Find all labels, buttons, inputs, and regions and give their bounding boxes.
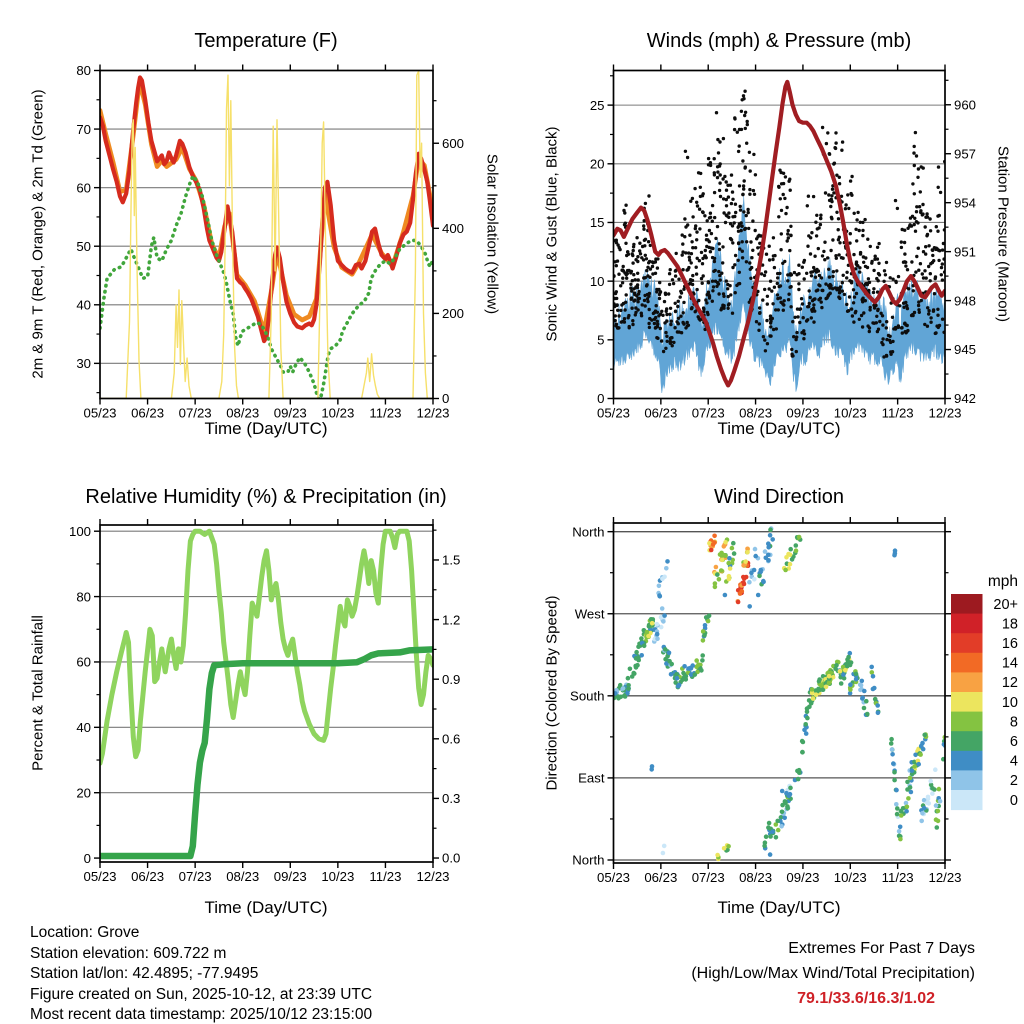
svg-text:200: 200 [442,306,465,322]
svg-text:10: 10 [589,273,605,289]
station-info-block [30,923,372,1024]
station-latlon: Station lat/lon: 42.4895; -77.9495 [30,965,259,983]
svg-text:10/23: 10/23 [321,405,355,421]
svg-text:12/23: 12/23 [928,405,962,421]
direction-ylabel: Direction (Colored By Speed) [543,595,561,791]
svg-text:400: 400 [442,221,465,237]
svg-text:951: 951 [954,244,977,260]
svg-text:0.0: 0.0 [442,850,461,866]
svg-text:4: 4 [1009,753,1018,770]
svg-text:20: 20 [589,156,605,172]
svg-text:11/23: 11/23 [881,870,914,885]
svg-text:20: 20 [76,785,91,801]
svg-text:06/23: 06/23 [644,870,678,885]
svg-text:20+: 20+ [993,596,1018,613]
svg-text:10/23: 10/23 [321,869,355,884]
svg-text:954: 954 [954,195,977,211]
svg-text:10/23: 10/23 [833,405,867,421]
extremes-title: Extremes For Past 7 Days [788,940,975,957]
svg-text:0: 0 [442,391,450,407]
svg-text:40: 40 [76,297,91,313]
svg-text:60: 60 [76,180,91,196]
latest-timestamp: Most recent data timestamp: 2025/10/12 23:15:00 [30,1006,373,1024]
svg-text:14: 14 [1001,655,1018,672]
svg-text:945: 945 [954,342,977,358]
svg-text:0: 0 [83,850,91,866]
svg-text:South: South [570,688,605,704]
svg-text:11/23: 11/23 [369,869,402,884]
svg-text:2: 2 [1009,773,1018,790]
svg-text:08/23: 08/23 [739,405,773,421]
svg-text:07/23: 07/23 [178,869,212,884]
svg-text:18: 18 [1001,616,1018,633]
svg-text:15: 15 [589,215,605,231]
svg-text:09/23: 09/23 [273,405,307,421]
svg-text:960: 960 [954,97,977,113]
solar-ylabel: Solar Insolation (Yellow) [483,153,501,315]
svg-text:07/23: 07/23 [178,405,212,421]
svg-text:50: 50 [76,238,91,254]
svg-text:1.5: 1.5 [442,552,461,568]
svg-text:1.2: 1.2 [442,612,461,628]
svg-text:0: 0 [597,391,605,407]
svg-text:16: 16 [1001,636,1018,652]
svg-text:09/23: 09/23 [273,869,307,884]
direction-xlabel: Time (Day/UTC) [717,898,841,917]
svg-text:11/23: 11/23 [881,405,914,421]
svg-text:0: 0 [1009,792,1018,809]
svg-text:80: 80 [76,589,91,605]
temperature-xlabel: Time (Day/UTC) [204,419,328,438]
svg-text:North: North [572,524,605,540]
temperature-ylabel: 2m & 9m T (Red, Orange) & 2m Td (Green) [29,89,47,379]
extremes-values: 79.1/33.6/16.3/1.02 [797,990,935,1007]
svg-text:60: 60 [76,654,91,670]
figure-created: Figure created on Sun, 2025-10-12, at 23:39 UTC [30,985,373,1003]
winds-xlabel: Time (Day/UTC) [717,419,841,438]
svg-text:40: 40 [76,720,91,736]
wind-direction-title: Wind Direction [713,486,845,508]
svg-text:11/23: 11/23 [369,405,402,421]
svg-text:09/23: 09/23 [786,870,820,885]
svg-text:09/23: 09/23 [786,405,820,421]
svg-text:957: 957 [954,146,977,162]
svg-text:600: 600 [442,135,465,151]
svg-text:12/23: 12/23 [928,870,962,885]
svg-text:05/23: 05/23 [83,869,117,884]
humidity-xlabel: Time (Day/UTC) [204,898,328,917]
svg-text:25: 25 [589,97,605,113]
svg-text:06/23: 06/23 [131,869,165,884]
svg-text:0.9: 0.9 [442,671,461,687]
svg-text:12: 12 [1001,675,1018,692]
station-elevation: Station elevation: 609.722 m [30,944,227,962]
svg-text:05/23: 05/23 [83,405,117,421]
svg-text:06/23: 06/23 [131,405,165,421]
svg-text:07/23: 07/23 [691,870,725,885]
svg-text:08/23: 08/23 [226,869,260,884]
svg-text:70: 70 [76,121,91,137]
svg-text:8: 8 [1009,714,1018,731]
svg-text:mph: mph [987,573,1018,590]
svg-text:942: 942 [954,391,977,407]
svg-text:07/23: 07/23 [691,405,725,421]
svg-text:North: North [572,852,605,868]
extremes-subtitle: (High/Low/Max Wind/Total Precipitation) [691,965,975,982]
svg-text:East: East [578,770,605,786]
pressure-ylabel: Station Pressure (Maroon) [994,146,1012,322]
svg-text:05/23: 05/23 [596,870,631,885]
svg-text:80: 80 [76,63,91,79]
svg-text:0.3: 0.3 [442,791,461,807]
svg-text:West: West [574,606,605,622]
svg-text:0.6: 0.6 [442,731,461,747]
svg-text:12/23: 12/23 [416,405,450,421]
temperature-title: Temperature (F) [194,30,338,52]
svg-text:05/23: 05/23 [596,405,631,421]
svg-text:06/23: 06/23 [644,405,678,421]
svg-text:08/23: 08/23 [739,870,773,885]
wind-gust-ylabel: Sonic Wind & Gust (Blue, Black) [543,126,561,342]
svg-text:08/23: 08/23 [226,405,260,421]
percent-rainfall-ylabel: Percent & Total Rainfall [29,615,47,771]
svg-text:12/23: 12/23 [416,869,450,884]
svg-text:100: 100 [68,523,91,539]
svg-text:10: 10 [1001,694,1018,711]
extremes-block [691,936,975,1011]
svg-text:30: 30 [76,356,91,372]
station-location: Location: Grove [30,924,140,941]
svg-text:948: 948 [954,293,977,309]
svg-text:10/23: 10/23 [833,870,867,885]
winds-pressure-title: Winds (mph) & Pressure (mb) [646,30,912,52]
svg-text:5: 5 [597,332,605,348]
humidity-precip-title: Relative Humidity (%) & Precipitation (in) [85,486,447,508]
svg-text:6: 6 [1009,734,1018,750]
